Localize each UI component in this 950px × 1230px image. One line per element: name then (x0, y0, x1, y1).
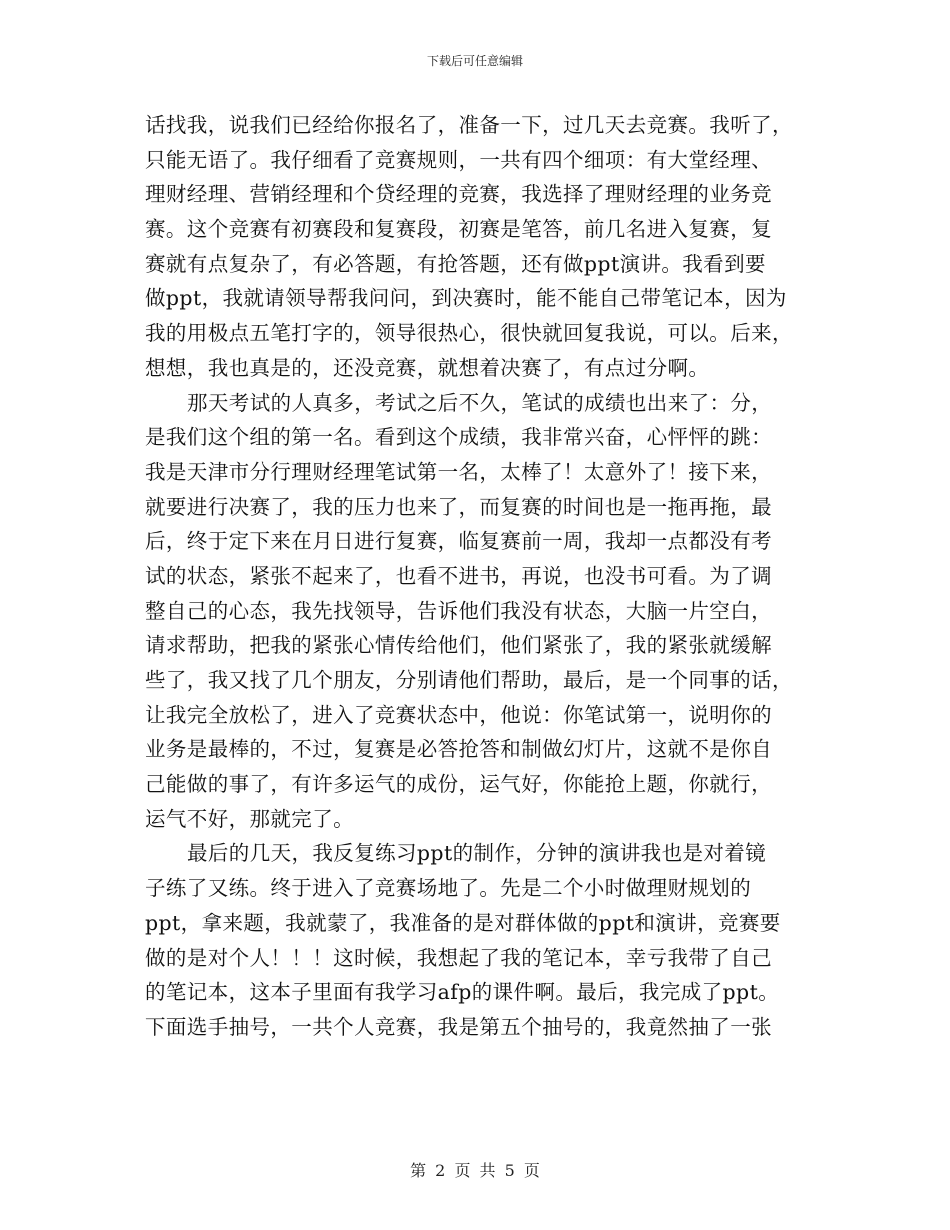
text-line: 话找我，说我们已经给你报名了，准备一下，过几天去竞赛。我听了， (145, 113, 793, 137)
page-footer: 第 2 页 共 5 页 (410, 1161, 540, 1180)
text-line: 是我们这个组的第一名。看到这个成绩，我非常兴奋，心怦怦的跳： (145, 425, 772, 450)
text-line: 让我完全放松了，进入了竞赛状态中，他说：你笔试第一，说明你的 (145, 702, 772, 727)
text-line: 只能无语了。我仔细看了竞赛规则，一共有四个细项：有大堂经理、 (145, 147, 772, 172)
text-line: 就要进行决赛了，我的压力也来了，而复赛的时间也是一拖再拖，最 (145, 494, 772, 519)
text-line: 赛。这个竞赛有初赛段和复赛段，初赛是笔答，前几名进入复赛，复 (145, 217, 772, 242)
text-line: 整自己的心态，我先找领导，告诉他们我没有状态，大脑一片空白， (145, 598, 772, 623)
text-line: 运气不好，那就完了。 (145, 806, 354, 831)
text-line: 些了，我又找了几个朋友，分别请他们帮助，最后，是一个同事的话， (145, 668, 793, 692)
text-line: 请求帮助，把我的紧张心情传给他们，他们紧张了，我的紧张就缓解 (145, 633, 772, 658)
text-line: 下面选手抽号，一共个人竞赛，我是第五个抽号的，我竟然抽了一张 (145, 1014, 772, 1039)
text-line: 理财经理、营销经理和个贷经理的竞赛，我选择了理财经理的业务竞 (145, 182, 772, 207)
text-line: 那天考试的人真多，考试之后不久，笔试的成绩也出来了：分， (187, 390, 773, 415)
text-line: ppt，拿来题，我就蒙了，我准备的是对群体做的ppt和演讲，竞赛要 (145, 910, 781, 935)
text-line: 试的状态，紧张不起来了，也看不进书，再说，也没书可看。为了调 (145, 563, 772, 588)
text-line: 子练了又练。终于进入了竞赛场地了。先是二个小时做理财规划的 (145, 876, 752, 901)
body-text (145, 108, 815, 1045)
text-line: 赛就有点复杂了，有必答题，有抢答题，还有做ppt演讲。我看到要 (145, 251, 766, 276)
text-line: 后，终于定下来在月日进行复赛，临复赛前一周，我却一点都没有考 (145, 529, 772, 554)
text-line: 我的用极点五笔打字的，领导很热心，很快就回复我说，可以。后来， (145, 321, 793, 346)
text-line: 做的是对个人！！！这时候，我想起了我的笔记本，幸亏我带了自己 (145, 945, 772, 970)
text-line: 想想，我也真是的，还没竞赛，就想着决赛了，有点过分啊。 (145, 355, 710, 380)
text-line: 己能做的事了，有许多运气的成份，运气好，你能抢上题，你就行， (145, 772, 772, 797)
text-line: 做ppt，我就请领导帮我问问，到决赛时，能不能自己带笔记本，因为 (145, 286, 787, 311)
text-line: 最后的几天，我反复练习ppt的制作，分钟的演讲我也是对着镜 (187, 841, 767, 866)
text-line: 业务是最棒的，不过，复赛是必答抢答和制做幻灯片，这就不是你自 (145, 737, 772, 762)
text-line: 我是天津市分行理财经理笔试第一名，太棒了！太意外了！接下来， (145, 459, 772, 484)
text-line: 的笔记本，这本子里面有我学习afp的课件啊。最后，我完成了ppt。 (145, 980, 780, 1005)
page-header: 下载后可任意编辑 (426, 54, 523, 68)
